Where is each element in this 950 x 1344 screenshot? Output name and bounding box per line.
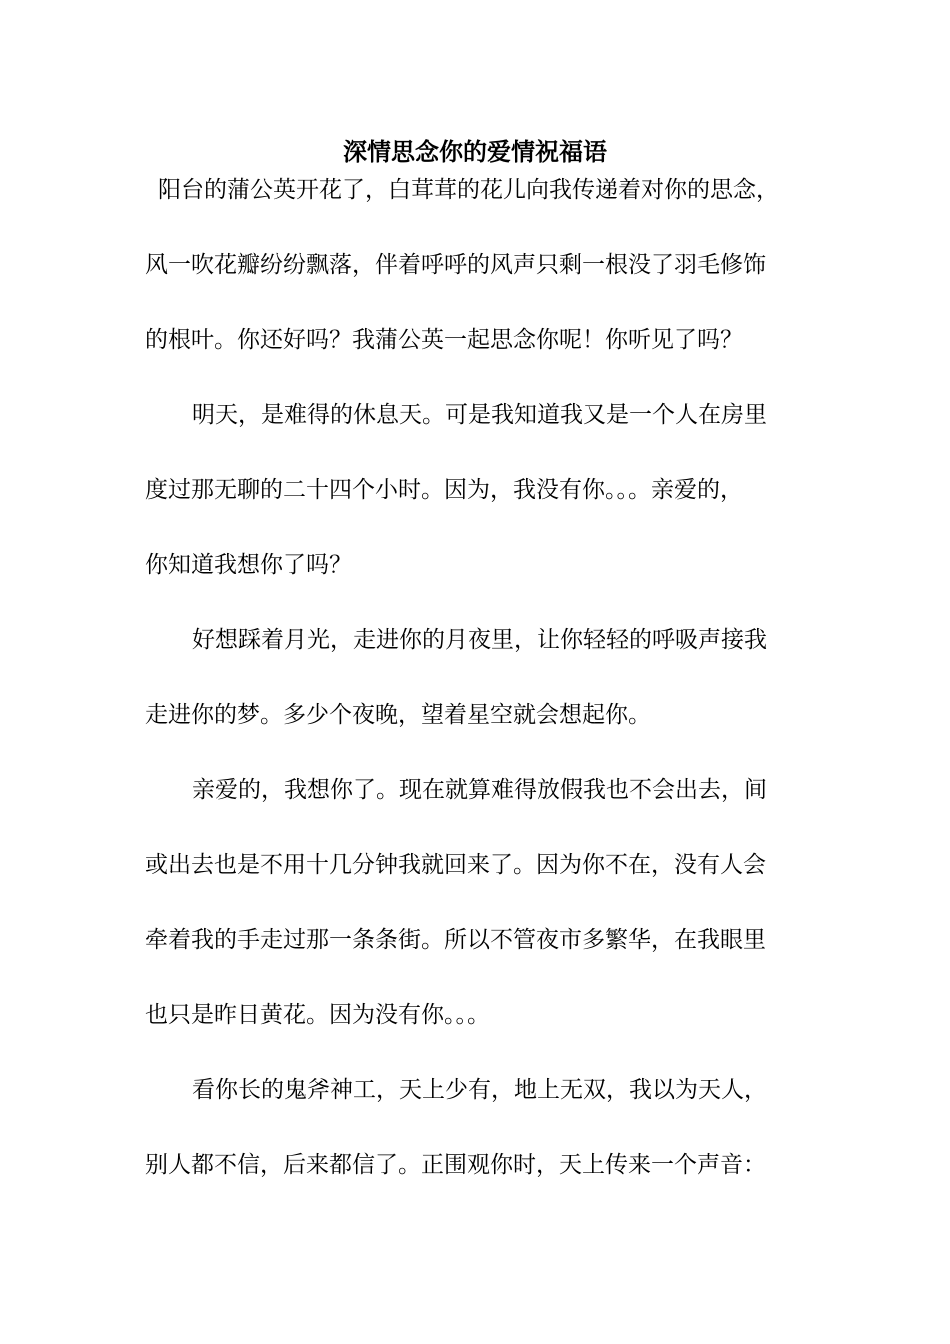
text-line-9: 亲爱的，我想你了。现在就算难得放假我也不会出去，间 xyxy=(192,777,767,803)
text-line-13: 看你长的鬼斧神工，天上少有，地上无双，我以为天人， xyxy=(192,1077,767,1103)
text-line-8: 走进你的梦。多少个夜晚，望着星空就会想起你。 xyxy=(145,702,651,728)
text-line-6: 你知道我想你了吗？ xyxy=(145,552,352,578)
text-line-7: 好想踩着月光，走进你的月夜里，让你轻轻的呼吸声接我 xyxy=(192,627,767,653)
text-line-12: 也只是昨日黄花。因为没有你。。。 xyxy=(145,1002,490,1028)
text-line-3: 的根叶。你还好吗？我蒲公英一起思念你呢！你听见了吗？ xyxy=(145,327,743,353)
text-line-11: 牵着我的手走过那一条条街。所以不管夜市多繁华，在我眼里 xyxy=(145,927,766,953)
text-line-4: 明天，是难得的休息天。可是我知道我又是一个人在房里 xyxy=(192,402,767,428)
document-title: 深情思念你的爱情祝福语 xyxy=(343,137,607,166)
text-line-1: 阳台的蒲公英开花了，白茸茸的花儿向我传递着对你的思念， xyxy=(158,177,779,203)
text-line-14: 别人都不信，后来都信了。正围观你时，天上传来一个声音： xyxy=(145,1152,766,1178)
text-line-10: 或出去也是不用十几分钟我就回来了。因为你不在，没有人会 xyxy=(145,852,766,878)
text-line-5: 度过那无聊的二十四个小时。因为，我没有你。。。亲爱的， xyxy=(145,477,743,503)
text-line-2: 风一吹花瓣纷纷飘落，伴着呼呼的风声只剩一根没了羽毛修饰 xyxy=(145,252,766,278)
